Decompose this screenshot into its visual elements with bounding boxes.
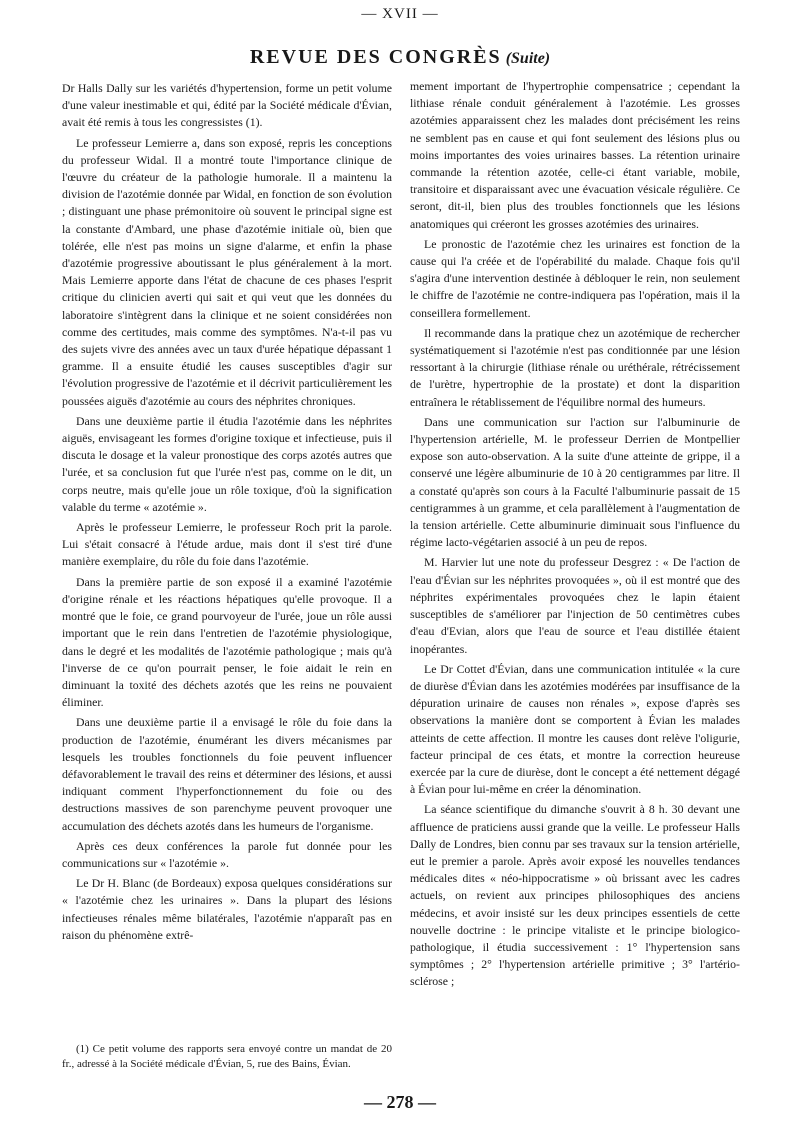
footnote-text: (1) Ce petit volume des rapports sera envoyé contre un mandat de 20 fr., adressé à la Société médicale d'Évian, 5, rue des Bains, Évian. (62, 1043, 392, 1070)
paragraph: Après ces deux conférences la parole fut donnée pour les communications sur « l'azotémie ». (62, 838, 392, 870)
paragraph: Dans une deuxième partie il a envisagé le rôle du foie dans la production de l'azotémie, énumérant les divers mécanismes par lesquels les troubles fonctionnels du foie peuvent influencer défavorablement le travail des reins et déterminer des lésions, et aussi indiquant comment l'hyperfonctionnement du foie ou des destructions massives de son parenchyme peuvent provoquer une accumulation des déchets azotés dans les humeurs de l'organisme. (62, 715, 392, 833)
paragraph: M. Harvier lut une note du professeur Desgrez : « De l'action de l'eau d'Évian sur les néphrites provoquées », où il est montré que des néphrites expérimentales provoquées chez le lapin étaient susceptibles de s'améliorer par l'injection de 50 centimètres cubes d'eau d'Evian, alors que l'eau de source et l'eau distillée étaient inopérantes. (410, 555, 740, 656)
paragraph: mement important de l'hypertrophie compensatrice ; cependant la lithiase rénale conduit généralement à l'azotémie. Les grosses azotémies apparaissent chez les malades dont précisément les reins ne semblent pas en cause et qui font seulement des lésions plus ou moins importantes des voies urinaires basses. La rétention urinaire commande la rétention azotée, celle-ci étant variable, mobile, transitoire et disparaissant avec une évacuation vésicale régulière. Ce seront, dit-il, bien plus des troubles fonctionnels que les lésions anatomiques qui créeront les grosses azotémies des urinaires. (410, 79, 740, 231)
page-header-numeral: — XVII — (361, 6, 439, 22)
paragraph: Le pronostic de l'azotémie chez les urinaires est fonction de la cause qui l'a créée et de l'opérabilité du malade. Chaque fois qu'il s'agira d'une intervention destinée à débloquer le rein, non seulement le chiffre de l'azotémie ne contre-indiquera pas l'opération, mais il la conseillera formellement. (410, 236, 740, 320)
paragraph: Dans une deuxième partie il étudia l'azotémie dans les néphrites aiguës, envisageant les formes d'origine toxique et infectieuse, puis il discuta le dosage et la valeur pronostique des corps azotés autres que l'urée, et sa conclusion fut que l'urée n'est pas, comme on le dit, un corps neutre, mais qu'elle joue un rôle toxique, d'où la signification valable du terme « azotémie ». (62, 413, 392, 514)
paragraph: Dans la première partie de son exposé il a examiné l'azotémie d'origine rénale et les réactions hépatiques qu'elle provoque. Il a montré que le foie, ce grand pourvoyeur de l'urée, joue un rôle aussi important que le rein dans l'entretien de l'azotémie physiologique, dans le degré et les modalités de l'azotémie pathologique ; mais qu'à l'inverse de ce qu'on pourrait penser, le foie aidait le rein en diminuant la toxité des déchets azotés que les reins ne pouvaient éliminer. (62, 574, 392, 710)
footnote (62, 1042, 392, 1072)
left-column (62, 80, 392, 947)
paragraph: Après le professeur Lemierre, le professeur Roch prit la parole. Lui s'était consacré à l'étude ardue, mais dont il s'est tiré d'une manière exemplaire, du rôle du foie dans l'azotémie. (62, 520, 392, 569)
paragraph: Le Dr Cottet d'Évian, dans une communication intitulée « la cure de diurèse d'Évian dans les azotémies modérées par insuffisance de la dépuration urinaire de causes non rénales », expose d'après ses observations la manière dont se comportent à Évian les malades atteints de cette affection. Il montre les causes dont relève l'oligurie, facteur principal de ces états, et montre la correction heureuse exercée par la cure de diurèse, dont le concept a été nettement dégagé à Évian pour lui-même en créer la dénomination. (410, 661, 740, 797)
title-suite: (Suite) (505, 50, 551, 67)
page-title (0, 46, 800, 69)
paragraph: Le professeur Lemierre a, dans son exposé, repris les conceptions du professeur Widal. Il a montré toute l'importance clinique de l'œuvre du créateur de la pathologie humorale. Il a maintenu la division de l'azotémie donnée par Widal, en fonction de son évolution ; distinguant une phase prémonitoire où souvent le principal signe est la constante d'Ambard, une phase d'azotémie initiale où, bien que tolérée, elle n'est pas moins un signe d'alarme, et enfin la phase d'azotémie progressive aboutissant le plus généralement à la mort. Mais Lemierre apporte dans l'état de chacune de ces phases l'esprit critique du clinicien averti qui sait et qui veut que les données du laboratoire s'intègrent dans la clinique et ne soient considérées non comme des certitudes, mais comme des symptômes. N'a-t-il pas vu des sujets vivre des années avec un taux d'urée hépatique dépassant 1 gramme. Il a ensuite étudié les causes susceptibles d'agir sur l'évolution progressive de l'azotémie et il décrivit particulièrement les poussées aiguës d'azotémie au cours des néphrites chroniques. (62, 135, 392, 408)
title-main: REVUE DES CONGRÈS (249, 46, 502, 68)
paragraph: La séance scientifique du dimanche s'ouvrit à 8 h. 30 devant une affluence de praticiens aussi grande que la veille. Le professeur Halls Dally de Londres, bien connu par ses travaux sur la tension artérielle, eut le premier a parole. Après avoir exposé les nouvelles tendances médicales dites « néo-hippocratisme » où brissant avec les cadres actuels, on revient aux principes philosophiques des anciens médecins, et avoir insisté sur les deux principes essentiels de cette nouvelle doctrine : le principe vitaliste et le principe biologico-pathologique, il étudia successivement : 1° l'hypertension sans symptômes ; 2° l'hypertension artérielle primitive ; 3° l'artério-sclérose ; (410, 802, 740, 989)
right-column (410, 78, 740, 994)
paragraph: Il recommande dans la pratique chez un azotémique de rechercher systématiquement si l'azotémie n'est pas conditionnée par une lésion ressortant à la chirurgie (lithiase rénale ou uréthérale, rétrécissement de l'urètre, hypertrophie de la prostate) et dont la disparition entraînera le rétablissement de l'équilibre normal des humeurs. (410, 325, 740, 409)
paragraph: Dans une communication sur l'action sur l'albuminurie de l'hypertension artérielle, M. le professeur Derrien de Montpellier expose son auto-observation. A la suite d'une atteinte de grippe, il a conservé une légère albuminurie de 10 à 20 centigrammes par litre. Il a constaté qu'après son cours à la Faculté l'albuminurie passait de 15 centigrammes à un gramme, et cela parallèlement à l'augmentation de la tension artérielle. Cette albuminurie diminuait sous l'influence du régime lacto-végétarien associé à un peu de repos. (410, 414, 740, 550)
page-number: — 278 — (364, 1092, 436, 1112)
paragraph: Dr Halls Dally sur les variétés d'hypertension, forme un petit volume d'une valeur inestimable et qui, édité par la Société médicale d'Évian, avait été remis à tous les congressistes (1). (62, 81, 392, 130)
paragraph: Le Dr H. Blanc (de Bordeaux) exposa quelques considérations sur « l'azotémie chez les urinaires ». Dans la plupart des lésions infectieuses rénales même bilatérales, l'azotémie n'apparaît pas en raison du phénomène extrê- (62, 876, 392, 942)
